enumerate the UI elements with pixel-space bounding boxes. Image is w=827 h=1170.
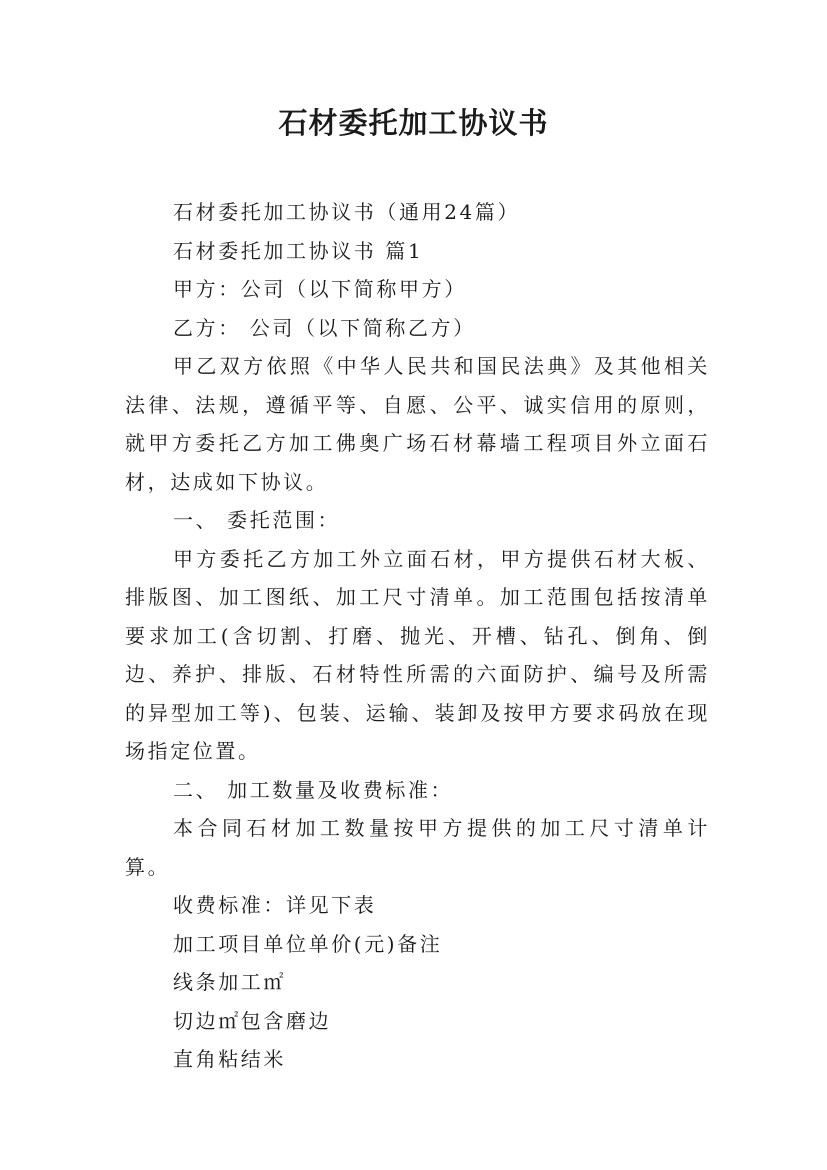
- document-body: [125, 193, 710, 1079]
- paragraph-clause-1-body: 甲方委托乙方加工外立面石材，甲方提供石材大板、排版图、加工图纸、加工尺寸清单。加工范围包括按清单要求加工(含切割、打磨、抛光、开槽、钻孔、倒角、倒边、养护、排版、石材特性所需的六面防护、编号及所需的异型加工等)、包装、运输、装卸及按甲方要求码放在现场指定位置。: [125, 546, 710, 763]
- paragraph-subtitle: 石材委托加工协议书（通用24篇）: [173, 200, 521, 224]
- paragraph-table-row-3: 直角粘结米: [173, 1047, 286, 1071]
- paragraph-table-row-2: 切边㎡包含磨边: [173, 1008, 332, 1033]
- paragraph-quantity: 本合同石材加工数量按甲方提供的加工尺寸清单计算。: [125, 816, 710, 879]
- paragraph-clause-1-heading: 一、 委托范围：: [173, 508, 341, 532]
- paragraph-party-b: 乙方： 公司（以下简称乙方）: [173, 315, 476, 340]
- paragraph-clause-2-heading: 二、 加工数量及收费标准：: [173, 777, 454, 802]
- paragraph-preamble: 甲乙双方依照《中华人民共和国民法典》及其他相关法律、法规，遵循平等、自愿、公平、诚实信用的原则，就甲方委托乙方加工佛奥广场石材幕墙工程项目外立面石材，达成如下协议。: [125, 354, 710, 494]
- paragraph-section-heading: 石材委托加工协议书 篇1: [173, 238, 424, 263]
- paragraph-table-row-1: 线条加工㎡: [173, 970, 286, 994]
- paragraph-fee-standard: 收费标准：详见下表: [173, 893, 377, 917]
- document-title: 石材委托加工协议书: [278, 106, 549, 140]
- paragraph-table-header: 加工项目单位单价(元)备注: [173, 931, 443, 956]
- paragraph-party-a: 甲方：公司（以下简称甲方）: [173, 277, 467, 301]
